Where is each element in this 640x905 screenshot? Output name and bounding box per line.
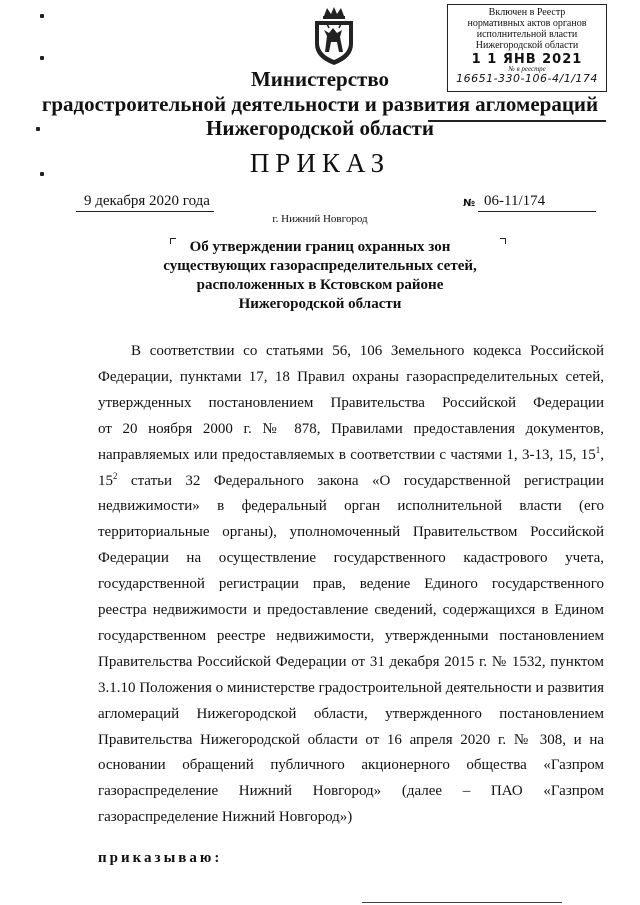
order-number: 06-11/174	[484, 193, 546, 209]
stamp-registry-number: 16651-330-106-4/1/174	[456, 72, 598, 85]
footer-divider	[362, 902, 562, 903]
body-line: от 20 ноября 2000 г. № 878, Правилами предоставления документов,	[98, 421, 604, 437]
order-directive: приказываю:	[98, 850, 223, 866]
body-line: газораспределение Нижний Новгород»)	[98, 809, 353, 825]
body-line: государственном реестре недвижимости, утвержденными постановлением	[98, 628, 604, 644]
margin-dot	[40, 14, 44, 18]
subject-line: расположенных в Кстовском районе	[196, 277, 444, 293]
body-line: Правительства Российской Федерации от 31 декабря 2015 г. № 1532, пунктом	[98, 654, 604, 670]
body-line: основании обращений публичного акционерного общества «Газпром	[98, 757, 604, 773]
body-line: государственной регистрации прав, ведение Единого государственного	[98, 576, 604, 592]
body-line: агломераций Нижегородской области, утвержденного постановлением	[98, 706, 604, 722]
ministry-name-line: Министерство	[250, 67, 390, 91]
order-city: г. Нижний Новгород	[272, 213, 368, 225]
order-title: ПРИКАЗ	[249, 148, 391, 178]
body-line: В соответствии со статьями 56, 106 Земельного кодекса Российской	[131, 343, 604, 359]
subject-line: существующих газораспределительных сетей,	[163, 258, 477, 274]
subject-line: Нижегородской области	[238, 296, 402, 312]
margin-dot	[40, 56, 44, 60]
superscript: 1	[595, 445, 601, 455]
stamp-registry-label: № в реестре	[508, 65, 546, 73]
body-text: статьи 32 Федерального закона «О государственной регистрации	[117, 473, 604, 489]
body-line: Федерации на осуществление государственного кадастрового учета,	[98, 550, 604, 566]
body-line: Правительства Нижегородской области от 16 апреля 2020 г. № 308, и на	[98, 732, 604, 748]
superscript: 2	[113, 471, 118, 481]
order-date: 9 декабря 2020 года	[84, 193, 210, 209]
body-line	[98, 471, 604, 491]
stamp-text: Включен в Реестр	[488, 7, 566, 18]
subject-line: Об утверждении границ охранных зон	[189, 239, 451, 255]
date-underline	[76, 211, 214, 212]
number-label: №	[463, 198, 476, 209]
stamp-text: Нижегородской области	[475, 40, 579, 51]
body-line: недвижимости» в федеральный орган исполнительной власти (его	[98, 498, 604, 514]
body-line: Федерации, пунктами 17, 18 Правил охраны газораспределительных сетей,	[98, 369, 604, 385]
ministry-name-line: градостроительной деятельности и развития агломераций	[41, 92, 599, 116]
stamp-text: нормативных актов органов	[467, 18, 587, 29]
ministry-name-line: Нижегородской области	[206, 116, 434, 140]
body-text: направляемых или предоставляемых в соответствии с частями 1, 3-13, 15, 15	[98, 447, 596, 463]
body-text: 15	[98, 473, 113, 489]
body-line: газораспределение Нижний Новгород» (далее – ПАО «Газпром	[98, 783, 604, 799]
coat-of-arms-icon	[311, 6, 357, 66]
stamp-text: исполнительной власти	[476, 29, 578, 40]
body-line: утвержденных постановлением Правительства Российской Федерации	[98, 395, 604, 411]
order-subject	[0, 238, 640, 314]
body-line	[98, 445, 604, 465]
number-underline	[478, 211, 596, 212]
body-line: 3.1.10 Положения о министерстве градостроительной деятельности и развития	[98, 680, 604, 696]
body-text: ,	[600, 447, 604, 463]
stamp-date: 1 1 ЯНВ 2021	[471, 52, 583, 67]
body-line: реестра недвижимости и предоставление сведений, содержащихся в Едином	[98, 602, 604, 618]
body-line: территориальные органы), уполномоченный Правительством Российской	[98, 524, 604, 540]
